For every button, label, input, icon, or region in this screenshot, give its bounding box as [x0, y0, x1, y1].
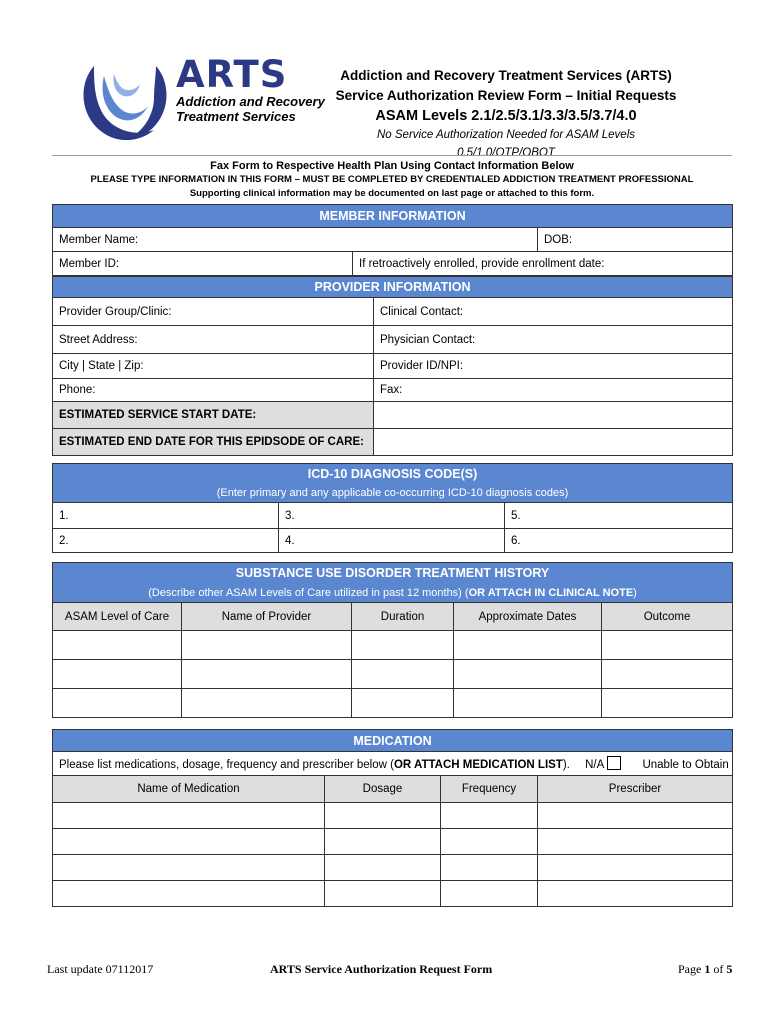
medication-table: [52, 729, 733, 907]
table-row: [53, 689, 733, 718]
col-prescriber: Prescriber: [538, 776, 733, 803]
title-line2: Service Authorization Review Form – Initial Requests: [335, 88, 677, 103]
history-cell[interactable]: [182, 689, 352, 718]
unable-label: Unable to Obtain: [642, 759, 729, 771]
medication-cell[interactable]: [325, 855, 441, 881]
street-address-field[interactable]: [53, 326, 374, 354]
table-row: [53, 660, 733, 689]
title-line4: No Service Authorization Needed for ASAM Levels 0.5/1.0/OTP/OBOT: [376, 129, 636, 159]
enrollment-date-label: If retroactively enrolled, provide enrollment date:: [359, 257, 605, 270]
medication-column-headers: [53, 776, 733, 803]
provider-npi-field[interactable]: [374, 354, 733, 379]
table-row: [53, 855, 733, 881]
member-name-label: Member Name:: [59, 233, 139, 246]
icd-code-3-field[interactable]: [279, 503, 505, 529]
end-date-label: ESTIMATED END DATE FOR THIS EPIDSODE OF CARE:: [53, 429, 374, 456]
arts-logo: [80, 54, 330, 144]
footer-form-name: ARTS Service Authorization Request Form: [270, 962, 493, 976]
icd-code-5-label: 5.: [511, 509, 521, 522]
col-frequency: Frequency: [441, 776, 538, 803]
member-name-field[interactable]: [53, 228, 538, 252]
provider-group-field[interactable]: [53, 298, 374, 326]
medication-cell[interactable]: [538, 881, 733, 907]
medication-cell[interactable]: [53, 829, 325, 855]
medication-cell[interactable]: [441, 881, 538, 907]
col-dosage: Dosage: [325, 776, 441, 803]
history-cell[interactable]: [352, 631, 454, 660]
title-line3: ASAM Levels 2.1/2.5/3.1/3.3/3.5/3.7/4.0: [375, 108, 637, 124]
start-date-label: ESTIMATED SERVICE START DATE:: [53, 402, 374, 429]
icd-code-1-label: 1.: [59, 509, 69, 522]
history-cell[interactable]: [53, 631, 182, 660]
city-state-zip-field[interactable]: [53, 354, 374, 379]
clinical-contact-label: Clinical Contact:: [380, 305, 464, 318]
history-cell[interactable]: [602, 689, 733, 718]
medication-cell[interactable]: [53, 881, 325, 907]
footer-last-update: Last update 07112017: [47, 962, 154, 976]
fax-line2: PLEASE TYPE INFORMATION IN THIS FORM – MUST BE COMPLETED BY CREDENTIALED ADDICTION TREATMENT PROFESSIONAL: [90, 174, 694, 185]
na-label: N/A: [585, 759, 605, 771]
member-info-table: [52, 204, 733, 276]
icd10-header: ICD-10 DIAGNOSIS CODE(S): [53, 464, 733, 484]
history-cell[interactable]: [352, 689, 454, 718]
form-title: [330, 66, 682, 162]
icd-code-3-label: 3.: [285, 509, 295, 522]
medication-cell[interactable]: [325, 803, 441, 829]
city-state-zip-label: City | State | Zip:: [59, 360, 144, 372]
medication-cell[interactable]: [441, 829, 538, 855]
provider-group-label: Provider Group/Clinic:: [59, 305, 172, 318]
history-cell[interactable]: [182, 631, 352, 660]
end-date-field[interactable]: [374, 429, 733, 456]
table-row: [53, 829, 733, 855]
col-medication-name: Name of Medication: [53, 776, 325, 803]
physician-contact-label: Physician Contact:: [380, 333, 476, 346]
logo-acronym: ARTS: [176, 53, 288, 96]
history-subheader: (Describe other ASAM Levels of Care utilized in past 12 months) (OR ATTACH IN CLINICAL NOTE): [53, 584, 733, 603]
phone-label: Phone:: [59, 384, 96, 396]
divider: [52, 155, 732, 156]
unable-to-obtain-checkbox[interactable]: [732, 756, 733, 770]
fax-field[interactable]: [374, 379, 733, 402]
icd-code-6-field[interactable]: [505, 529, 733, 553]
history-cell[interactable]: [454, 660, 602, 689]
col-approx-dates: Approximate Dates: [454, 603, 602, 631]
history-column-headers: [53, 603, 733, 631]
icd10-subheader: (Enter primary and any applicable co-occurring ICD-10 diagnosis codes): [53, 484, 733, 503]
col-outcome: Outcome: [602, 603, 733, 631]
history-cell[interactable]: [182, 660, 352, 689]
history-cell[interactable]: [602, 631, 733, 660]
col-asam-level: ASAM Level of Care: [53, 603, 182, 631]
icd-code-4-field[interactable]: [279, 529, 505, 553]
medication-cell[interactable]: [538, 855, 733, 881]
icd-code-5-field[interactable]: [505, 503, 733, 529]
history-cell[interactable]: [53, 689, 182, 718]
start-date-field[interactable]: [374, 402, 733, 429]
history-cell[interactable]: [454, 631, 602, 660]
medication-cell[interactable]: [538, 803, 733, 829]
col-provider-name: Name of Provider: [182, 603, 352, 631]
history-cell[interactable]: [352, 660, 454, 689]
street-address-label: Street Address:: [59, 333, 138, 346]
icd-code-2-label: 2.: [59, 534, 69, 547]
dob-label: DOB:: [544, 233, 573, 246]
member-id-label: Member ID:: [59, 257, 120, 270]
fax-instructions: [52, 159, 732, 201]
table-row: [53, 631, 733, 660]
treatment-history-table: [52, 562, 733, 718]
history-header: SUBSTANCE USE DISORDER TREATMENT HISTORY: [53, 563, 733, 584]
na-checkbox[interactable]: [607, 756, 621, 770]
icd-code-1-field[interactable]: [53, 503, 279, 529]
medication-cell[interactable]: [325, 829, 441, 855]
phone-field[interactable]: [53, 379, 374, 402]
fax-line3: Supporting clinical information may be documented on last page or attached to this form.: [189, 188, 595, 199]
fax-line1: Fax Form to Respective Health Plan Using Contact Information Below: [210, 160, 574, 172]
provider-npi-label: Provider ID/NPI:: [380, 360, 464, 372]
logo-emblem-icon: [80, 54, 176, 144]
medication-cell[interactable]: [325, 881, 441, 907]
provider-info-table: [52, 276, 733, 456]
icd-code-2-field[interactable]: [53, 529, 279, 553]
medication-cell[interactable]: [441, 855, 538, 881]
medication-cell[interactable]: [53, 855, 325, 881]
table-row: [53, 803, 733, 829]
medication-header: MEDICATION: [53, 730, 733, 752]
logo-line1: Addiction and Recovery: [176, 94, 325, 109]
dob-field[interactable]: [538, 228, 733, 252]
medication-cell[interactable]: [441, 803, 538, 829]
medication-instructions: Please list medications, dosage, frequency and prescriber below (OR ATTACH MEDICATION LIST). N/A Unable to Obtain: [53, 752, 733, 776]
icd-code-6-label: 6.: [511, 534, 521, 547]
col-duration: Duration: [352, 603, 454, 631]
enrollment-date-field[interactable]: [353, 252, 733, 276]
history-cell[interactable]: [454, 689, 602, 718]
table-row: [53, 881, 733, 907]
member-info-header: MEMBER INFORMATION: [53, 205, 733, 228]
clinical-contact-field[interactable]: [374, 298, 733, 326]
medication-cell[interactable]: [53, 803, 325, 829]
member-id-field[interactable]: [53, 252, 353, 276]
history-cell[interactable]: [53, 660, 182, 689]
history-cell[interactable]: [602, 660, 733, 689]
provider-info-header: PROVIDER INFORMATION: [53, 277, 733, 298]
title-line1: Addiction and Recovery Treatment Services (ARTS): [340, 68, 672, 83]
footer-page-number: Page 1 of 5: [678, 962, 733, 976]
icd10-table: [52, 463, 733, 553]
medication-cell[interactable]: [538, 829, 733, 855]
physician-contact-field[interactable]: [374, 326, 733, 354]
logo-line2: Treatment Services: [176, 109, 296, 124]
icd-code-4-label: 4.: [285, 534, 295, 547]
fax-label: Fax:: [380, 384, 403, 396]
